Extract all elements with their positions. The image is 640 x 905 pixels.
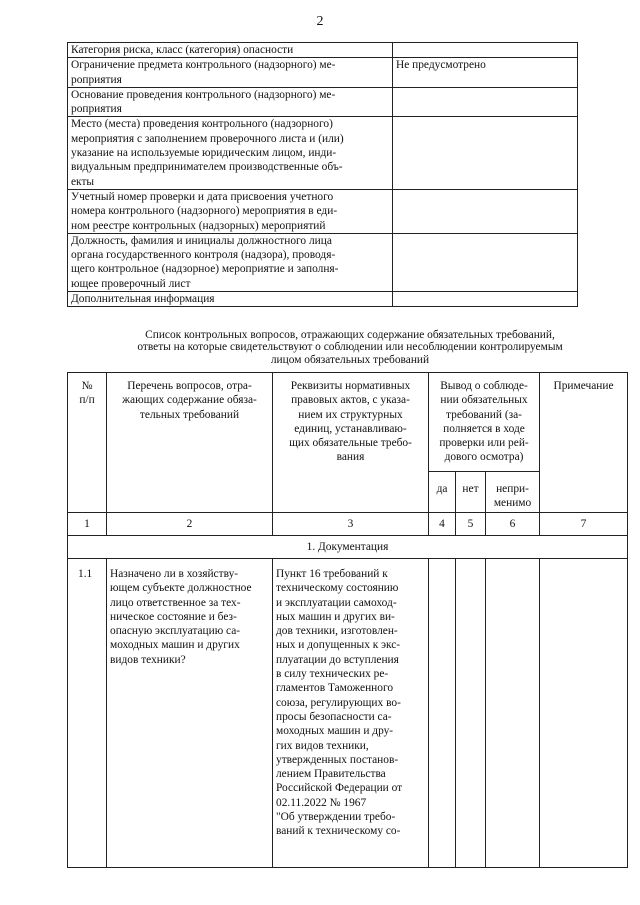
info-row	[68, 233, 578, 291]
info-label: Ограничение предмета контрольного (надзорного) ме- роприятия	[68, 58, 393, 88]
checklist-caption: Список контрольных вопросов, отражающих содержание обязательных требований, ответы на которые свидетельствуют о соблюдении или несоблюдении контролируемым лицом обязательных требований	[137, 329, 563, 366]
header-yes: да	[429, 472, 456, 513]
info-row	[68, 189, 578, 233]
question-text: Назначено ли в хозяйству- ющем субъекте должностное лицо ответственное за тех- ническое состояние и без- опасную эксплуатацию са- моходных машин и других видов техники?	[107, 559, 273, 868]
info-label: Основание проведения контрольного (надзорного) ме- роприятия	[68, 87, 393, 117]
requisite-text: Пункт 16 требований к техническому состоянию и эксплуатации самоход- ных машин и других ви- дов техники, изготовлен- ных и допущенных к экс- плуатации до вступления в силу технических ре- гламентов Таможенного союза, регулирующих во- просы безопасности са- моходных машин и дру- гих видов техники, утвержденных постанов- лением Правительства Российской Федерации от 02.11.2022 № 1967 "Об утверждении требо- ваний к техническому со-	[273, 559, 429, 868]
inspection-info-table	[67, 42, 578, 307]
info-value[interactable]	[393, 189, 578, 233]
info-row	[68, 43, 578, 58]
column-number: 4	[429, 513, 456, 536]
column-number: 2	[107, 513, 273, 536]
info-value[interactable]	[393, 87, 578, 117]
header-requisites: Реквизиты нормативных правовых актов, с указа- нием их структурных единиц, устанавливаю- щих обязательные требо- вания	[273, 373, 429, 513]
checklist-table	[67, 372, 628, 868]
info-row	[68, 87, 578, 117]
answer-yes-cell[interactable]	[429, 559, 456, 868]
column-number: 7	[540, 513, 628, 536]
header-notes: Примечание	[540, 373, 628, 513]
info-value[interactable]: Не предусмотрено	[393, 58, 578, 88]
page-number: 2	[316, 14, 324, 29]
column-number: 5	[456, 513, 486, 536]
info-label: Учетный номер проверки и дата присвоения учетного номера контрольного (надзорного) мероприятия в еди- ном реестре контрольных (надзорных) мероприятий	[68, 189, 393, 233]
header-questions: Перечень вопросов, отра- жающих содержание обяза- тельных требований	[107, 373, 273, 513]
info-value[interactable]	[393, 292, 578, 307]
info-label: Место (места) проведения контрольного (надзорного) мероприятия с заполнением проверочного листа и (или) указание на используемые юридическим лицом, инди- видуальным предпринимателем производственные объ- екты	[68, 117, 393, 189]
notes-cell[interactable]	[540, 559, 628, 868]
question-number: 1.1	[68, 559, 107, 868]
info-value[interactable]	[393, 117, 578, 189]
column-number: 3	[273, 513, 429, 536]
answer-no-cell[interactable]	[456, 559, 486, 868]
info-label: Должность, фамилия и инициалы должностного лица органа государственного контроля (надзора), проводя- щего контрольное (надзорное) мероприятие и заполня- ющее проверочный лист	[68, 233, 393, 291]
section-title: 1. Документация	[68, 536, 628, 559]
info-row	[68, 117, 578, 189]
header-no: нет	[456, 472, 486, 513]
header-not-applicable: непри- менимо	[486, 472, 540, 513]
info-value[interactable]	[393, 233, 578, 291]
info-row	[68, 292, 578, 307]
info-label: Категория риска, класс (категория) опасности	[68, 43, 393, 58]
info-label: Дополнительная информация	[68, 292, 393, 307]
table-row	[68, 559, 628, 868]
answer-na-cell[interactable]	[486, 559, 540, 868]
column-number: 1	[68, 513, 107, 536]
info-row	[68, 58, 578, 88]
header-num: № п/п	[68, 373, 107, 513]
header-conclusion: Вывод о соблюде- нии обязательных требований (за- полняется в ходе проверки или рей- дового осмотра)	[429, 373, 540, 472]
info-value[interactable]	[393, 43, 578, 58]
column-number: 6	[486, 513, 540, 536]
